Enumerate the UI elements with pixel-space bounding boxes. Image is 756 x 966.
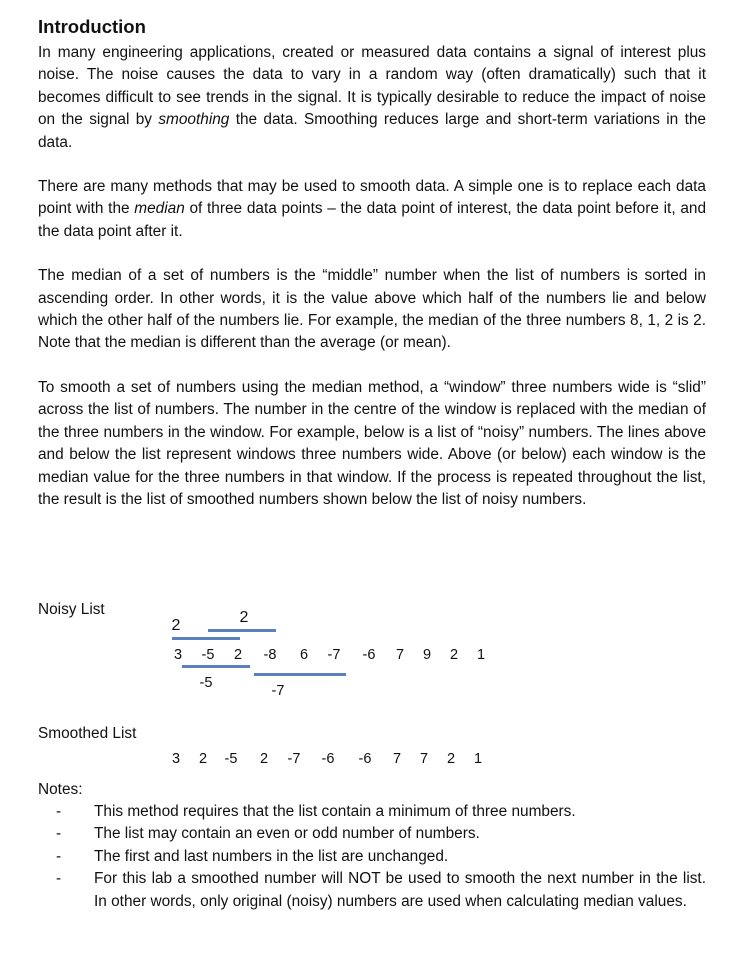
paragraph-2: There are many methods that may be used to smooth data. A simple one is to replace each data point with the median of three data points – the data point of interest, the data point before it, and the data point after it. <box>38 178 706 240</box>
noisy-list-label: Noisy List <box>38 601 105 618</box>
noisy-value: -8 <box>263 647 277 663</box>
noisy-value: -6 <box>362 647 376 663</box>
bullet-dash: - <box>56 803 62 820</box>
paragraph-4: To smooth a set of numbers using the median method, a “window” three numbers wide is “slid” across the list of numbers. The number in the centre of the window is replaced with the median of the three numbers in the window. For example, below is a list of “noisy” numbers. The lines above and below the list represent windows three numbers wide. Above (or below) each window is the median value for the three numbers in that window. If the process is repeated throughout the list, the result is the list of smoothed numbers shown below the list of noisy numbers. <box>38 378 706 508</box>
bullet-dash: - <box>56 847 62 865</box>
noisy-value: 2 <box>449 647 459 663</box>
window-median-below-2: -7 <box>271 683 285 699</box>
median-smoothing-example <box>38 584 738 784</box>
smoothed-value: -5 <box>224 751 238 767</box>
noisy-value: 7 <box>395 647 405 663</box>
smoothed-value: 2 <box>198 751 208 767</box>
paragraph-1: In many engineering applications, created or measured data contains a signal of interest plus noise. The noise causes the data to vary in a random way (often dramatically) such that it becomes difficult to see trends in the signal. It is typically desirable to reduce the impact of noise on the signal by smoothing the data. Smoothing reduces large and short-term variations in the data. <box>38 44 706 151</box>
window-median-above-1: 2 <box>171 617 181 634</box>
note-item: - The first and last numbers in the list are unchanged. <box>38 846 706 868</box>
noisy-value: -5 <box>201 647 215 663</box>
smoothed-value: -6 <box>358 751 372 767</box>
section-heading: Introduction <box>38 16 146 37</box>
window-line-below-2 <box>254 673 346 676</box>
notes-title: Notes: <box>38 781 83 798</box>
note-item: - The list may contain an even or odd number of numbers. <box>38 823 706 845</box>
smoothed-value: -6 <box>321 751 335 767</box>
note-item: - For this lab a smoothed number will NOT be used to smooth the next number in the list. In other words, only original (noisy) numbers are used when calculating median values. <box>56 870 706 910</box>
smoothed-value: -7 <box>287 751 301 767</box>
window-line-above-1 <box>172 637 240 640</box>
window-line-above-2 <box>208 629 276 632</box>
note-item: - This method requires that the list contain a minimum of three numbers. <box>38 801 706 823</box>
noisy-value: 1 <box>476 647 486 663</box>
noisy-value: 9 <box>422 647 432 663</box>
paragraphs <box>38 42 706 511</box>
notes-section <box>38 779 706 913</box>
smoothed-list-label: Smoothed List <box>38 725 137 742</box>
smoothed-value: 2 <box>259 751 269 767</box>
paragraph-3: The median of a set of numbers is the “middle” number when the list of numbers is sorted in ascending order. In other words, it is the value above which half of the numbers lie and below which the other half of the numbers lie. For example, the median of the three numbers 8, 1, 2 is 2. Note that the median is different than the average (or mean). <box>38 267 706 352</box>
notes-list <box>38 801 706 913</box>
noisy-value: 6 <box>299 647 309 663</box>
noisy-value: 2 <box>233 647 243 663</box>
bullet-dash: - <box>56 870 62 888</box>
noisy-value: 3 <box>173 647 183 663</box>
window-median-below-1: -5 <box>199 675 213 691</box>
smoothed-value: 7 <box>419 751 429 767</box>
smoothed-value: 7 <box>392 751 402 767</box>
smoothed-value: 1 <box>473 751 483 767</box>
smoothed-value: 2 <box>446 751 456 767</box>
window-line-below-1 <box>182 665 250 668</box>
window-median-above-2: 2 <box>239 609 249 626</box>
smoothed-value: 3 <box>171 751 181 767</box>
noisy-value: -7 <box>327 647 341 663</box>
bullet-dash: - <box>56 825 62 843</box>
document-page <box>38 14 706 910</box>
